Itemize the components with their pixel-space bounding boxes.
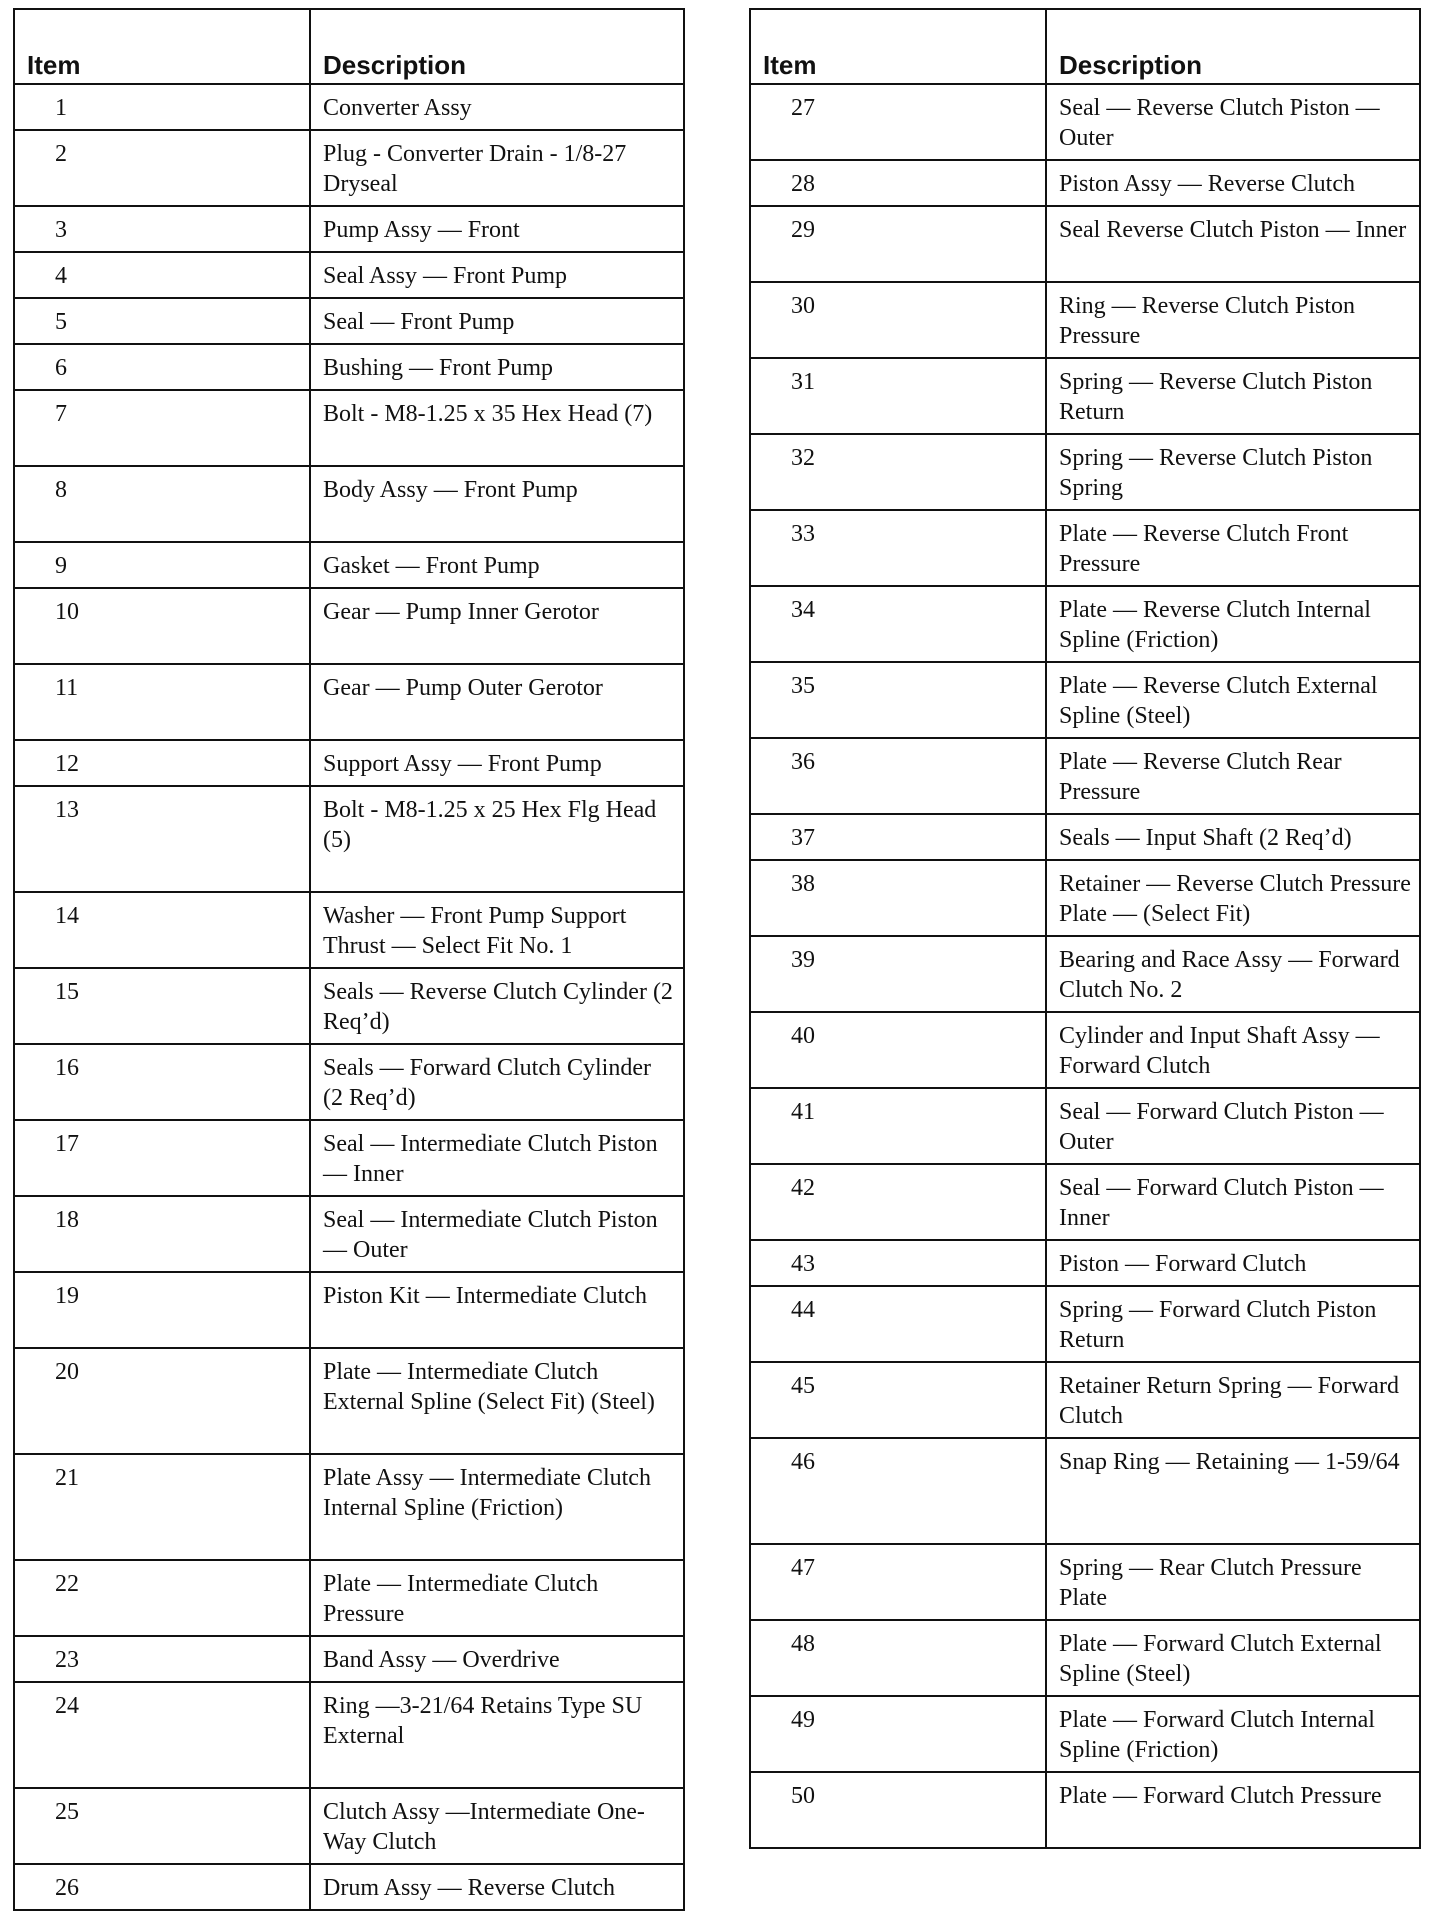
item-number: 14 <box>14 892 310 968</box>
item-number: 48 <box>750 1620 1046 1696</box>
item-number: 19 <box>14 1272 310 1348</box>
item-description: Piston — Forward Clutch <box>1046 1240 1420 1286</box>
item-number: 27 <box>750 84 1046 160</box>
item-description: Seal Reverse Clutch Piston — Inner <box>1046 206 1420 282</box>
item-description: Spring — Reverse Clutch Piston Return <box>1046 358 1420 434</box>
item-number: 3 <box>14 206 310 252</box>
item-description: Bolt - M8-1.25 x 35 Hex Head (7) <box>310 390 684 466</box>
item-description: Washer — Front Pump Support Thrust — Select Fit No. 1 <box>310 892 684 968</box>
item-description: Bearing and Race Assy — Forward Clutch No. 2 <box>1046 936 1420 1012</box>
item-number: 35 <box>750 662 1046 738</box>
item-description: Seals — Reverse Clutch Cylinder (2 Req’d) <box>310 968 684 1044</box>
item-number: 18 <box>14 1196 310 1272</box>
item-number: 36 <box>750 738 1046 814</box>
item-description: Drum Assy — Reverse Clutch <box>310 1864 684 1910</box>
item-number: 11 <box>14 664 310 740</box>
item-description: Bolt - M8-1.25 x 25 Hex Flg Head (5) <box>310 786 684 892</box>
item-number: 15 <box>14 968 310 1044</box>
item-description: Gasket — Front Pump <box>310 542 684 588</box>
item-description: Plate — Reverse Clutch External Spline (Steel) <box>1046 662 1420 738</box>
item-description: Plate — Intermediate Clutch External Spline (Select Fit) (Steel) <box>310 1348 684 1454</box>
item-number: 49 <box>750 1696 1046 1772</box>
description-column-header: Description <box>310 9 684 84</box>
description-column-header: Description <box>1046 9 1420 84</box>
item-number: 45 <box>750 1362 1046 1438</box>
item-number: 41 <box>750 1088 1046 1164</box>
item-number: 4 <box>14 252 310 298</box>
item-number: 42 <box>750 1164 1046 1240</box>
item-number: 16 <box>14 1044 310 1120</box>
item-number: 20 <box>14 1348 310 1454</box>
item-number: 8 <box>14 466 310 542</box>
item-number: 37 <box>750 814 1046 860</box>
item-description: Plate — Reverse Clutch Internal Spline (Friction) <box>1046 586 1420 662</box>
item-number: 33 <box>750 510 1046 586</box>
item-number: 6 <box>14 344 310 390</box>
item-description: Band Assy — Overdrive <box>310 1636 684 1682</box>
item-description: Clutch Assy —Intermediate One-Way Clutch <box>310 1788 684 1864</box>
item-number: 5 <box>14 298 310 344</box>
item-number: 2 <box>14 130 310 206</box>
item-description: Snap Ring — Retaining — 1-59/64 <box>1046 1438 1420 1544</box>
item-description: Seal Assy — Front Pump <box>310 252 684 298</box>
item-description: Plate — Reverse Clutch Front Pressure <box>1046 510 1420 586</box>
item-description: Support Assy — Front Pump <box>310 740 684 786</box>
item-number: 46 <box>750 1438 1046 1544</box>
item-number: 38 <box>750 860 1046 936</box>
item-description: Spring — Rear Clutch Pressure Plate <box>1046 1544 1420 1620</box>
item-number: 50 <box>750 1772 1046 1848</box>
item-description: Retainer — Reverse Clutch Pressure Plate — (Select Fit) <box>1046 860 1420 936</box>
item-description: Piston Assy — Reverse Clutch <box>1046 160 1420 206</box>
parts-table-left <box>13 8 685 1911</box>
item-description: Gear — Pump Inner Gerotor <box>310 588 684 664</box>
item-description: Seals — Forward Clutch Cylinder (2 Req’d) <box>310 1044 684 1120</box>
item-description: Seals — Input Shaft (2 Req’d) <box>1046 814 1420 860</box>
table-header-row <box>14 9 684 84</box>
item-column-header: Item <box>750 9 1046 84</box>
item-number: 9 <box>14 542 310 588</box>
item-description: Seal — Forward Clutch Piston — Outer <box>1046 1088 1420 1164</box>
item-number: 39 <box>750 936 1046 1012</box>
item-description: Plate Assy — Intermediate Clutch Internal Spline (Friction) <box>310 1454 684 1560</box>
item-number: 29 <box>750 206 1046 282</box>
item-description: Pump Assy — Front <box>310 206 684 252</box>
item-description: Plate — Forward Clutch Internal Spline (Friction) <box>1046 1696 1420 1772</box>
item-description: Converter Assy <box>310 84 684 130</box>
item-description: Seal — Reverse Clutch Piston — Outer <box>1046 84 1420 160</box>
item-description: Seal — Intermediate Clutch Piston — Inner <box>310 1120 684 1196</box>
item-description: Body Assy — Front Pump <box>310 466 684 542</box>
item-number: 25 <box>14 1788 310 1864</box>
item-number: 7 <box>14 390 310 466</box>
item-description: Piston Kit — Intermediate Clutch <box>310 1272 684 1348</box>
item-column-header: Item <box>14 9 310 84</box>
item-description: Plate — Forward Clutch External Spline (Steel) <box>1046 1620 1420 1696</box>
item-description: Spring — Forward Clutch Piston Return <box>1046 1286 1420 1362</box>
item-description: Gear — Pump Outer Gerotor <box>310 664 684 740</box>
item-number: 31 <box>750 358 1046 434</box>
item-description: Cylinder and Input Shaft Assy — Forward Clutch <box>1046 1012 1420 1088</box>
item-description: Seal — Front Pump <box>310 298 684 344</box>
item-number: 10 <box>14 588 310 664</box>
item-number: 21 <box>14 1454 310 1560</box>
item-number: 26 <box>14 1864 310 1910</box>
item-description: Ring —3-21/64 Retains Type SU External <box>310 1682 684 1788</box>
item-description: Seal — Intermediate Clutch Piston — Outer <box>310 1196 684 1272</box>
item-number: 1 <box>14 84 310 130</box>
item-description: Bushing — Front Pump <box>310 344 684 390</box>
item-description: Spring — Reverse Clutch Piston Spring <box>1046 434 1420 510</box>
parts-table-right <box>749 8 1421 1849</box>
item-number: 17 <box>14 1120 310 1196</box>
item-number: 30 <box>750 282 1046 358</box>
item-description: Ring — Reverse Clutch Piston Pressure <box>1046 282 1420 358</box>
item-number: 22 <box>14 1560 310 1636</box>
item-description: Plate — Forward Clutch Pressure <box>1046 1772 1420 1848</box>
item-number: 44 <box>750 1286 1046 1362</box>
item-number: 40 <box>750 1012 1046 1088</box>
item-number: 24 <box>14 1682 310 1788</box>
item-number: 47 <box>750 1544 1046 1620</box>
table-header-row <box>750 9 1420 84</box>
item-number: 13 <box>14 786 310 892</box>
item-description: Retainer Return Spring — Forward Clutch <box>1046 1362 1420 1438</box>
item-number: 12 <box>14 740 310 786</box>
item-number: 34 <box>750 586 1046 662</box>
item-description: Seal — Forward Clutch Piston — Inner <box>1046 1164 1420 1240</box>
item-description: Plate — Intermediate Clutch Pressure <box>310 1560 684 1636</box>
item-number: 43 <box>750 1240 1046 1286</box>
item-number: 28 <box>750 160 1046 206</box>
item-description: Plate — Reverse Clutch Rear Pressure <box>1046 738 1420 814</box>
item-number: 23 <box>14 1636 310 1682</box>
item-number: 32 <box>750 434 1046 510</box>
item-description: Plug - Converter Drain - 1/8-27 Dryseal <box>310 130 684 206</box>
